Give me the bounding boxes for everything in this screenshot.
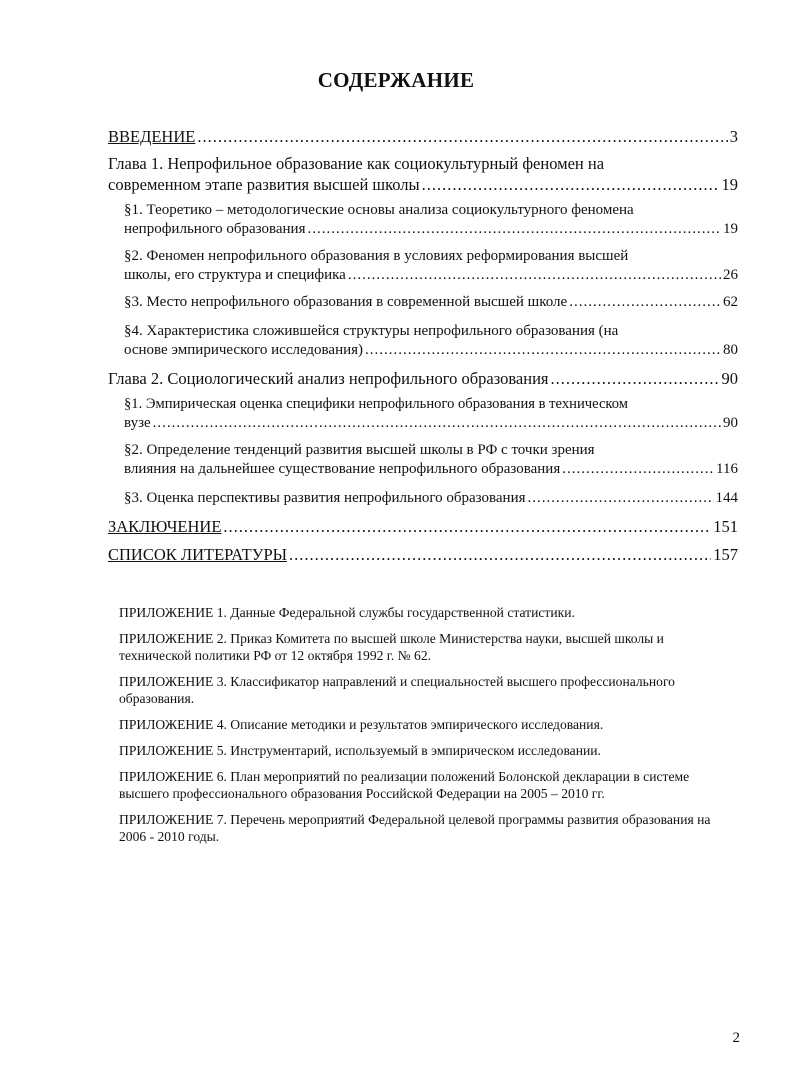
toc-entry-intro[interactable] [108,126,738,148]
leader-dots [562,460,714,479]
page-number: 2 [732,1030,740,1046]
toc-entry-page: 116 [716,461,738,477]
appendix-item: ПРИЛОЖЕНИЕ 2. Приказ Комитета по высшей школе Министерства науки, высшей школы и технической политики РФ от 12 октября 1992 г. № 62. [119,631,664,663]
toc-entry-chapter-2[interactable] [108,368,738,389]
appendix-item: ПРИЛОЖЕНИЕ 7. Перечень мероприятий Федеральной целевой программы развития образования на 2006 - 2010 годы. [119,812,711,844]
leader-dots [197,126,727,148]
toc-entry-title-cont: современном этапе развития высшей школы [108,175,420,194]
page-title: СОДЕРЖАНИЕ [317,68,475,92]
toc-entry-title-cont: вузе [124,415,151,431]
toc-entry-ch1-section-3[interactable] [108,293,738,312]
toc-entry-page: 19 [723,221,738,237]
toc-entry-page: 157 [713,545,738,564]
toc-entry-page: 26 [723,267,738,283]
leader-dots [551,368,720,389]
appendix-item: ПРИЛОЖЕНИЕ 5. Инструментарий, используемый в эмпирическом исследовании. [119,743,601,758]
leader-dots [365,341,721,360]
toc-entry-references[interactable] [108,544,738,566]
toc-entry-title-cont: непрофильного образования [124,221,306,237]
toc-entry-conclusion[interactable] [108,516,738,538]
toc-entry-title-cont: влияния на дальнейшее существование непрофильного образования [124,461,561,477]
leader-dots [223,516,711,538]
leader-dots [528,489,714,508]
toc-entry-title: СПИСОК ЛИТЕРАТУРЫ [108,545,288,564]
toc-entry-chapter-1[interactable] [108,153,738,195]
toc-entry-title: §2. Определение тенденций развития высшей школы в РФ с точки зрения [124,442,595,458]
toc-entry-page: 90 [721,369,738,388]
appendix-item: ПРИЛОЖЕНИЕ 1. Данные Федеральной службы государственной статистики. [119,605,575,620]
appendix-item: ПРИЛОЖЕНИЕ 4. Описание методики и результатов эмпирического исследования. [119,717,604,732]
toc-entry-ch1-section-1[interactable] [108,201,738,239]
leader-dots [569,293,721,312]
toc-entry-title: Глава 1. Непрофильное образование как социокультурный феномен на [108,154,605,173]
toc-entry-title-cont: основе эмпирического исследования) [124,342,364,358]
toc-entry-ch2-section-3[interactable] [108,489,738,508]
toc-entry-page: 90 [723,415,738,431]
toc-entry-title: ВВЕДЕНИЕ [108,127,196,146]
toc-entry-ch1-section-4[interactable] [108,322,738,360]
toc-entry-title: ЗАКЛЮЧЕНИЕ [108,517,222,536]
toc-entry-ch2-section-1[interactable] [108,395,738,433]
toc-entry-page: 151 [713,517,738,536]
leader-dots [289,544,711,566]
appendix-item: ПРИЛОЖЕНИЕ 3. Классификатор направлений и специальностей высшего профессионального образования. [119,674,675,706]
toc-entry-title: §4. Характеристика сложившейся структуры непрофильного образования (на [124,323,619,339]
toc-entry-page: 3 [729,127,738,146]
toc-entry-page: 80 [723,342,738,358]
appendix-item: ПРИЛОЖЕНИЕ 6. План мероприятий по реализации положений Болонской декларации в системе высшего профессионального образования Российской Федерации на 2005 – 2010 гг. [119,769,690,801]
toc-entry-title: §3. Оценка перспективы развития непрофильного образования [124,490,526,506]
toc-entry-ch2-section-2[interactable] [108,441,738,479]
toc-entry-title-cont: школы, его структура и специфика [124,267,346,283]
leader-dots [422,174,720,195]
toc-entry-title: §1. Эмпирическая оценка специфики непрофильного образования в техническом [124,396,629,412]
toc-entry-title: §2. Феномен непрофильного образования в условиях реформирования высшей [124,248,629,264]
toc-entry-title: §1. Теоретико – методологические основы анализа социокультурного феномена [124,202,634,218]
leader-dots [348,266,721,285]
table-of-contents [108,126,738,566]
leader-dots [153,414,721,433]
appendix-list [119,604,731,854]
toc-entry-title: Глава 2. Социологический анализ непрофильного образования [108,369,549,388]
toc-entry-ch1-section-2[interactable] [108,247,738,285]
toc-entry-page: 144 [715,490,738,506]
toc-entry-page: 62 [723,294,738,310]
leader-dots [307,220,721,239]
toc-entry-page: 19 [721,175,738,194]
toc-entry-title: §3. Место непрофильного образования в современной высшей школе [124,294,568,310]
